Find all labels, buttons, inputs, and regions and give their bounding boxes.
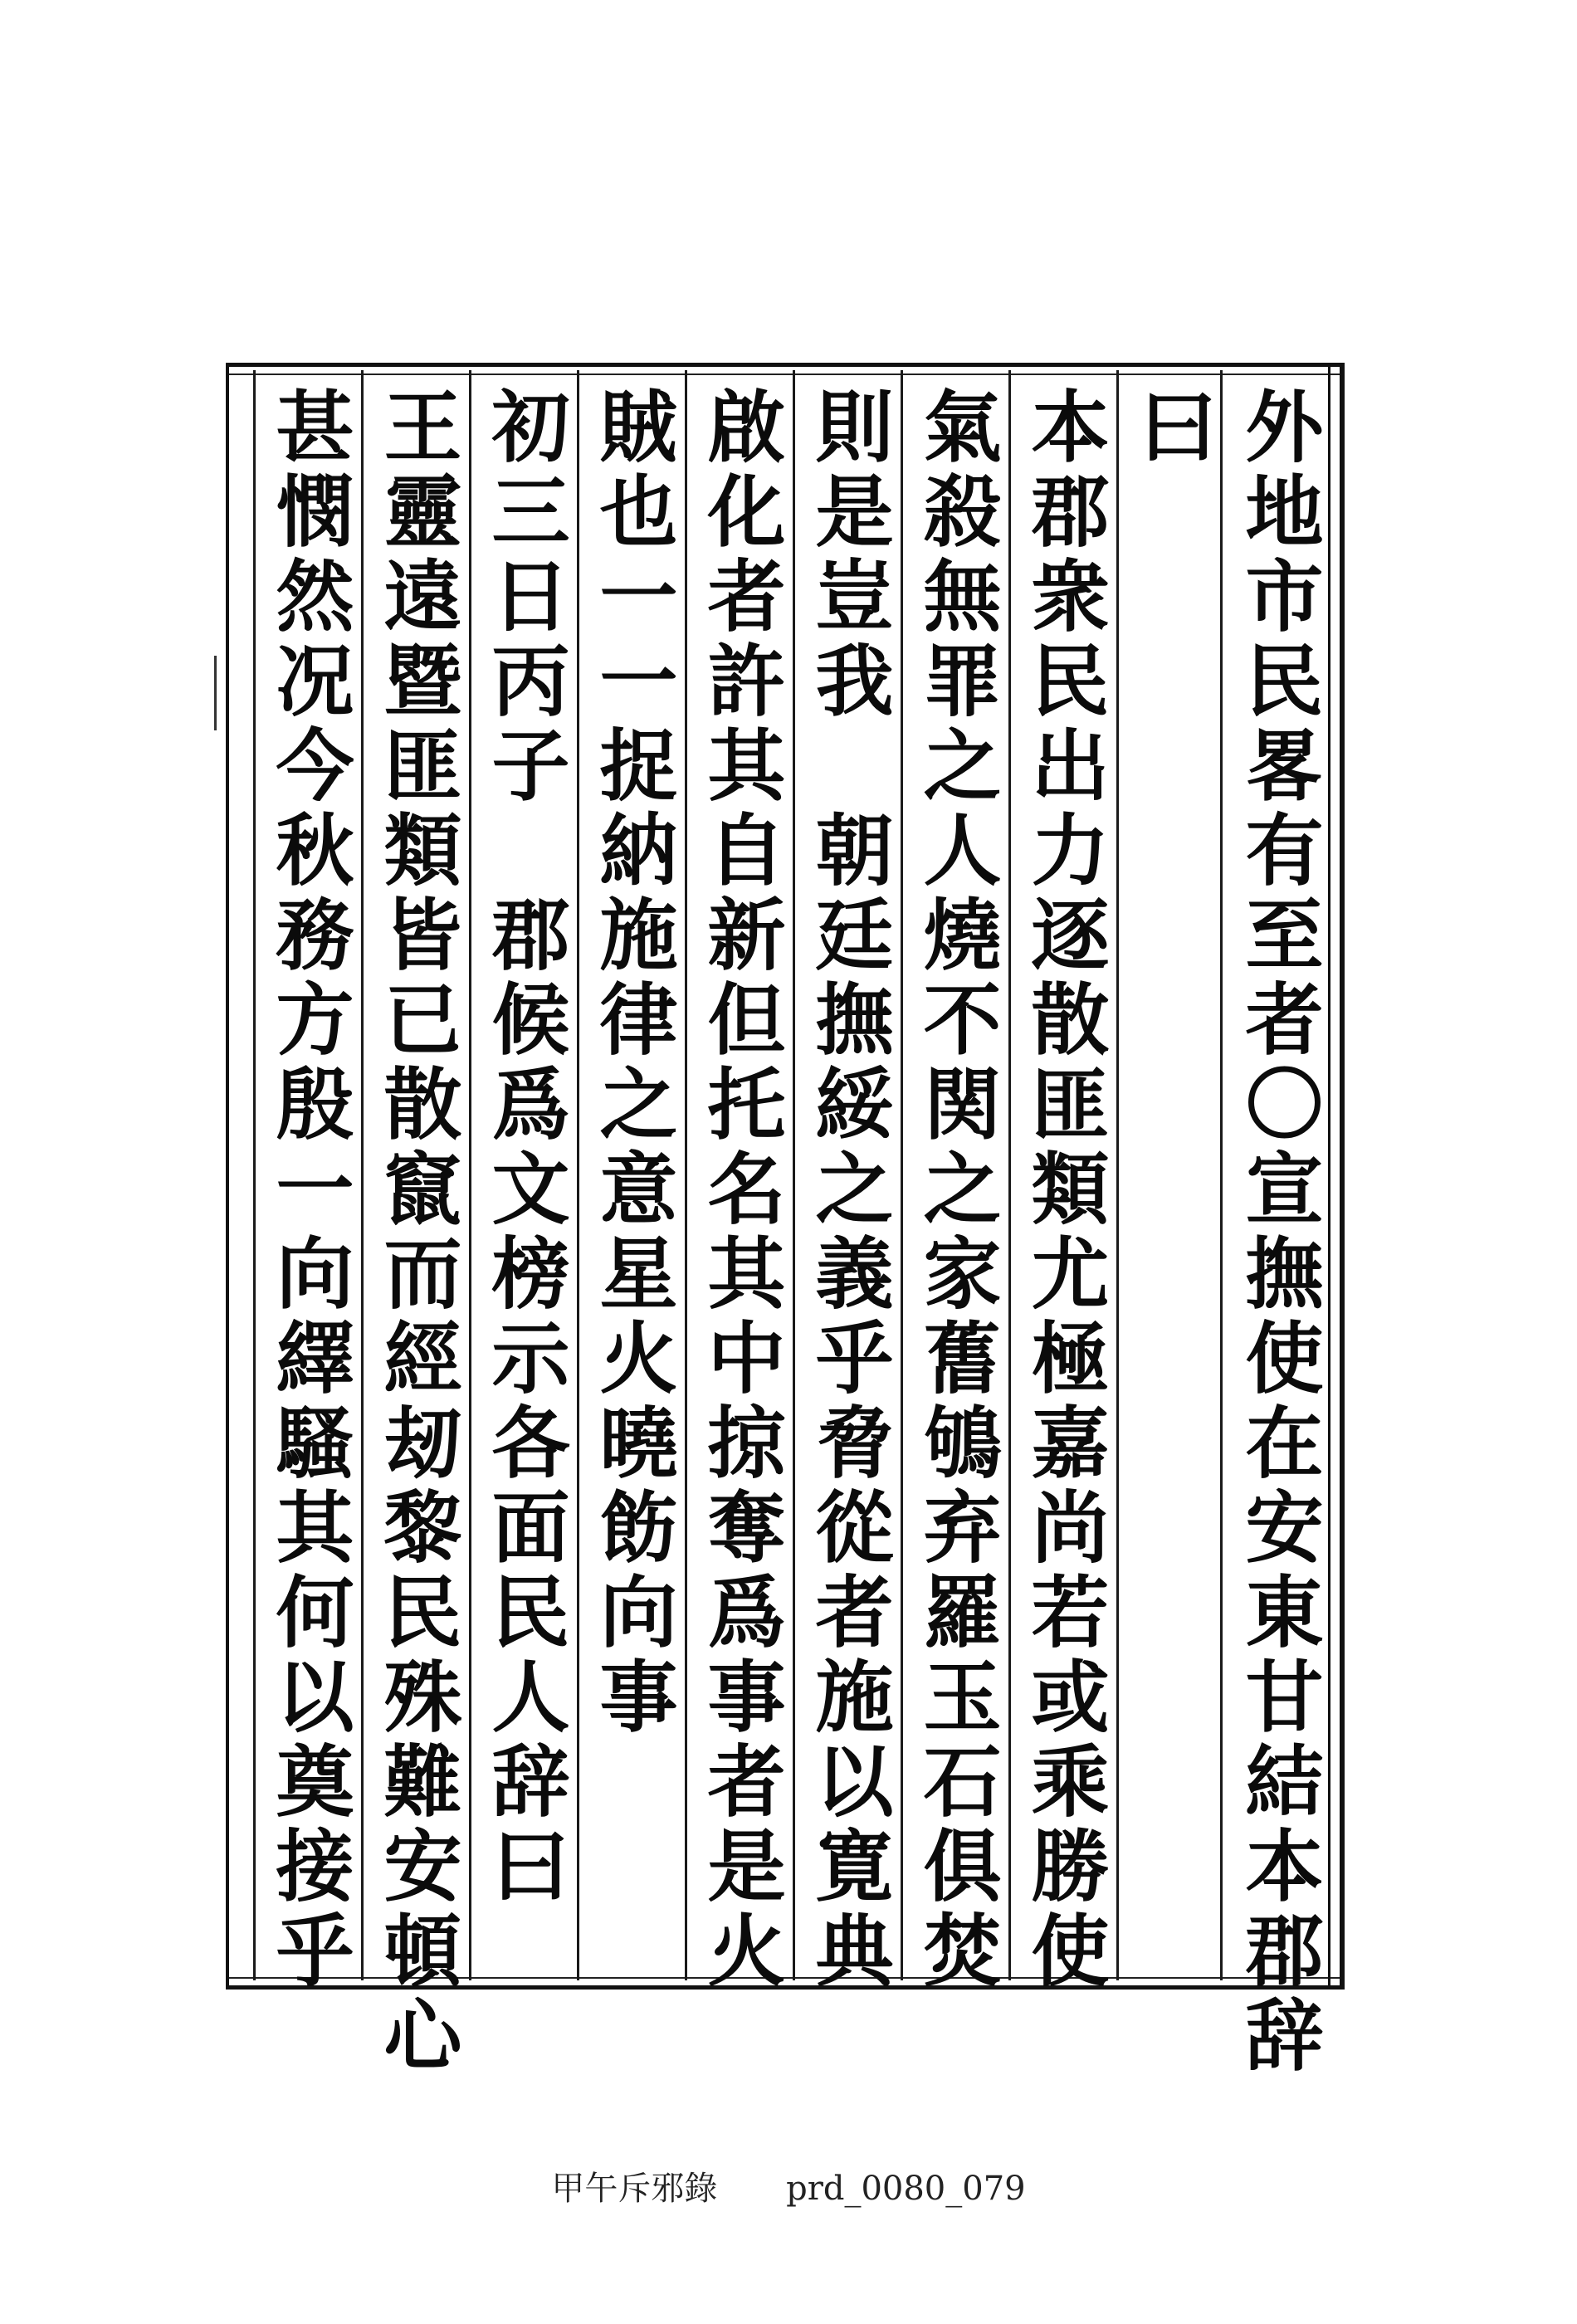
book-title: 甲午斥邪錄 xyxy=(551,2170,718,2208)
text-column-9: 王靈遠暨匪類皆已散竄而經刼黎民殊難安頓心 xyxy=(370,386,461,2079)
text-column-2: 曰 xyxy=(1125,386,1217,471)
text-column-3: 本郡衆民出力逐散匪類尤極嘉尚若或乘勝使 xyxy=(1018,386,1109,1994)
text-column-7: 賊也一一捉納施律之意星火曉飭向事 xyxy=(586,386,677,1741)
column-rule xyxy=(361,370,364,1980)
page-footer xyxy=(0,2162,1577,2209)
text-column-4: 氣殺無罪之人燒不関之家𦾔鴝弃羅玉石俱焚 xyxy=(910,386,1001,1994)
column-rule xyxy=(1116,370,1119,1980)
column-rule xyxy=(1220,370,1223,1980)
column-rule xyxy=(577,370,579,1980)
text-column-6: 啟化者許其自新但托名其中掠奪爲事者是火 xyxy=(694,386,785,1994)
fold-mark xyxy=(214,656,229,730)
text-column-10: 甚憫然况今秋務方殷一向繹騷其何以奠接乎 xyxy=(262,386,354,1994)
page-code: prd_0080_079 xyxy=(786,2170,1026,2208)
column-rule xyxy=(685,370,687,1980)
column-rule xyxy=(253,370,256,1980)
text-column-1: 外地市民畧有至者〇宣撫使在安東甘結本郡辞 xyxy=(1232,386,1323,2079)
left-border-rail xyxy=(226,363,234,1990)
text-column-5: 則是豈我 朝廷撫綏之義乎脅從者施以寛典 xyxy=(802,386,893,1994)
column-rule xyxy=(793,370,795,1980)
column-rule xyxy=(901,370,903,1980)
right-border-rail xyxy=(1328,363,1345,1990)
column-rule xyxy=(469,370,471,1980)
column-rule xyxy=(1008,370,1011,1980)
text-column-8: 初三日丙子 郡候爲文榜示各面民人辞曰 xyxy=(478,386,569,1910)
